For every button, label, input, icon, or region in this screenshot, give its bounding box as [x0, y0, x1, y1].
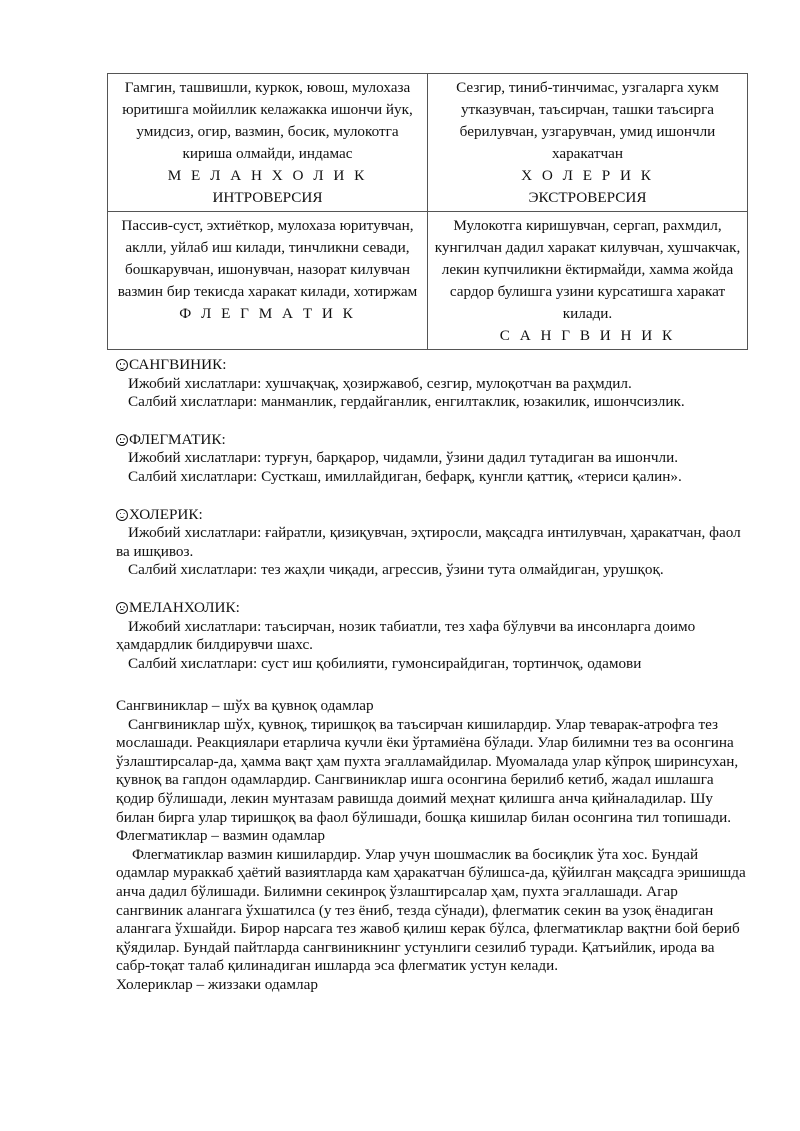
section-title-text: ФЛЕГМАТИК:	[129, 430, 226, 448]
cell-choleric	[428, 74, 748, 212]
cell-type-name: С А Н Г В И Н И К	[499, 327, 676, 344]
table-row	[108, 74, 748, 212]
negative-traits: Салбий хислатлари: суст иш қобилияти, гумонсирайдиган, тортинчоқ, одамови	[128, 654, 642, 672]
positive-traits: Ижобий хислатлари: турғун, барқарор, чидамли, ўзини дадил тутадиган ва ишончли.	[128, 449, 679, 467]
temperament-sections	[116, 356, 746, 692]
positive-traits: Ижобий хислатлари: хушчақчақ, ҳозиржавоб, сезгир, мулоқотчан ва раҳмдил.	[128, 374, 632, 392]
section-title	[116, 506, 746, 525]
cell-description: Пассив-суст, эхтиёткор, мулохаза юритувчан, аклли, уйлаб иш килади, тинчликни севади, бошкарувчан, ишонувчан, назорат килувчан вазмин бир текисда харакат килади, хотиржам	[117, 217, 418, 300]
section-title-text: САНГВИНИК:	[129, 356, 227, 373]
cell-description: Гамгин, ташвишли, куркок, ювош, мулохаза юритишга мойиллик келажакка ишончи йук, умидсиз, огир, вазмин, босик, мулокотга кириша олмайди, индамас	[122, 79, 413, 162]
happy-face-icon	[116, 509, 128, 521]
neutral-face-icon	[116, 434, 128, 446]
cell-orientation: ИНТРОВЕРСИЯ	[212, 189, 323, 206]
happy-face-icon	[116, 359, 128, 371]
section-title	[116, 356, 746, 375]
section-choleric	[116, 506, 746, 580]
section-title-text: ХОЛЕРИК:	[129, 505, 203, 523]
cell-description: Мулокотга киришувчан, сергап, рахмдил, кунгилчан дадил харакат килувчан, хушчакчак, лекин купчиликни ёктирмайди, хамма жойда сардор булишга узини курсатишга харакат килади.	[434, 217, 741, 322]
cell-description: Сезгир, тиниб-тинчимас, узгаларга хукм утказувчан, таъсирчан, ташки таъсирга берилувчан, узгарувчан, умид ишончли харакатчан	[456, 79, 719, 162]
section-sanguine	[116, 356, 746, 412]
cell-type-name: Ф Л Е Г М А Т И К	[179, 305, 356, 322]
section-title	[116, 431, 746, 450]
cell-melancholic	[108, 74, 428, 212]
cell-type-name: М Е Л А Н Х О Л И К	[167, 167, 368, 184]
prose-body	[116, 697, 746, 995]
temperament-table	[107, 73, 748, 350]
positive-traits: Ижобий хислатлари: таъсирчан, нозик табиатли, тез хафа бўлувчи ва инсонларга доимо ҳамдардлик билдирувчи шахс.	[116, 617, 696, 654]
sanguine-paragraph: Сангвиниклар шўх, қувноқ, тиришқоқ ва таъсирчан кишилардир. Улар теварак-атрофга тез мослашади. Реакциялари етарлича кучли ёки ўртамиёна бўлади. Улар билимни тез ва осонгина ўзлаштирсалар-да, ҳамма вақт ҳам пухта эгалламайдилар. Муомалада улар кўпроқ ширинсухан, қувноқ ва гапдон одамлардир. Сангвиниклар ишга осонгина берилиб кетиб, жадал ишлашга қодир бўлишади, лекин мунтазам равишда доимий меҳнат қилишга анча қийналадилар. Шу билан бирга улар тиришқоқ ва фаол бўлишади, бошқа кишилар билан осонгина тил топишади.	[116, 715, 739, 826]
choleric-heading: Холериклар – жиззаки одамлар	[116, 975, 318, 993]
cell-phlegmatic	[108, 212, 428, 350]
positive-traits: Ижобий хислатлари: ғайратли, қизиқувчан, эҳтиросли, мақсадга интилувчан, ҳаракатчан, фаол ва ишқивоз.	[116, 524, 741, 560]
negative-traits: Салбий хислатлари: Сусткаш, имиллайдиган, бефарқ, кунгли қаттиқ, «териси қалин».	[128, 467, 682, 485]
sanguine-heading: Сангвиниклар – шўх ва қувноқ одамлар	[116, 697, 374, 714]
sad-face-icon	[116, 602, 128, 614]
table-row	[108, 212, 748, 350]
phlegmatic-heading: Флегматиклар – вазмин одамлар	[116, 827, 325, 845]
section-phlegmatic	[116, 431, 746, 487]
cell-sanguine	[428, 212, 748, 350]
section-title-text: МЕЛАНХОЛИК:	[129, 598, 240, 616]
section-title	[116, 599, 746, 618]
phlegmatic-paragraph: Флегматиклар вазмин кишилардир. Улар учун шошмаслик ва босиқлик ўта хос. Бундай одамлар мураккаб ҳаётий вазиятларда кам ҳаракатчан бўлишса-да, қўйилган мақсадга эришишда анча дадил бўлишади. Билимни секинроқ ўзлаштирсалар ҳам, пухта эгаллашади. Агар сангвиник алангага ўхшатилса (у тез ёниб, тезда сўнади), флегматик секин ва узоқ ёнадиган алангага ўхшайди. Бирор нарсага тез жавоб қилиш керак бўлса, флегматиклар вақтни бой бериб қўядилар. Бундай пайтларда сангвиникнинг устунлиги сезилиб туради. Қатъийлик, ирода ва сабр-тоқат талаб қилинадиган ишларда эса флегматик устун келади.	[116, 845, 746, 975]
cell-type-name: Х О Л Е Р И К	[521, 167, 654, 184]
cell-orientation: ЭКСТРОВЕРСИЯ	[528, 189, 647, 206]
negative-traits: Салбий хислатлари: тез жаҳли чиқади, агрессив, ўзини тута олмайдиган, урушқоқ.	[128, 561, 664, 579]
section-melancholic	[116, 599, 746, 673]
negative-traits: Салбий хислатлари: манманлик, гердайганлик, енгилтаклик, юзакилик, ишончсизлик.	[128, 393, 685, 411]
